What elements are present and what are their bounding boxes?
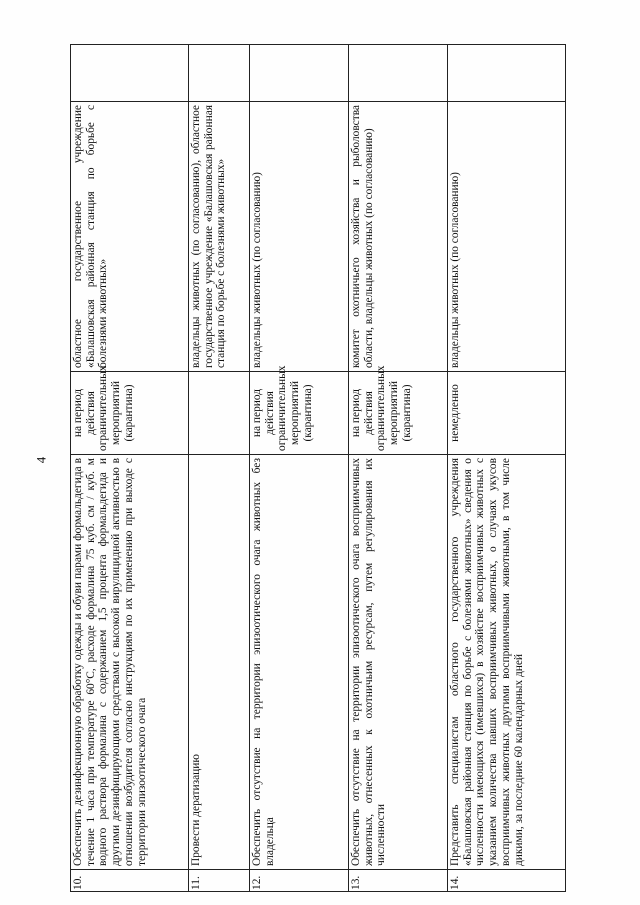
table-row xyxy=(349,45,448,892)
row-term: на период действия ограничительных мероприятий (карантина) xyxy=(250,372,349,455)
row-term: немедленно xyxy=(448,372,566,455)
measures-table-rotated xyxy=(70,44,566,892)
row-action: Провести дератизацию xyxy=(188,455,249,870)
row-empty-cell xyxy=(188,45,249,102)
row-executor: владельцы животных (по согласованию), областное государственное учреждение «Балашовская районная станция по борьбе с болезнями животных» xyxy=(188,102,249,372)
row-number: 14. xyxy=(448,870,566,892)
row-empty-cell xyxy=(71,45,189,102)
row-term: на период действия ограничительных мероприятий (карантина) xyxy=(349,372,448,455)
row-executor: владельцы животных (по согласованию) xyxy=(448,102,566,372)
table-row xyxy=(71,45,189,892)
table-row xyxy=(188,45,249,892)
row-executor: областное государственное учреждение «Балашовская районная станция по борьбе с болезнями животных» xyxy=(71,102,189,372)
row-number: 12. xyxy=(250,870,349,892)
row-number: 13. xyxy=(349,870,448,892)
table-row xyxy=(250,45,349,892)
row-action: Представить специалистам областного государственного учреждения «Балашовская районная станция по борьбе с болезнями животных» сведения о численности имеющихся (имевшихся) в хозяйстве восприимчивых животных с указанием количества павших восприимчивых животных, о случаях укусов восприимчивых животных другими восприимчивыми животными, в том числе дикими, за последние 60 календарных дней xyxy=(448,455,566,870)
row-action: Обеспечить отсутствие на территории эпизоотического очага животных без владельца xyxy=(250,455,349,870)
row-action: Обеспечить отсутствие на территории эпизоотического очага восприимчивых животных, отнесенных к охотничьим ресурсам, путем регулирования их численности xyxy=(349,455,448,870)
row-number: 11. xyxy=(188,870,249,892)
row-empty-cell xyxy=(250,45,349,102)
row-term: на период действия ограничительных мероприятий (карантина) xyxy=(71,372,189,455)
table-row xyxy=(448,45,566,892)
row-action: Обеспечить дезинфекционную обработку одежды и обуви парами формальдегида в течение 1 часа при температуре 60°С, расходе формалина 75 куб. см / куб. м водного раствора формалина с содержанием 1,5 процента формальдегида и другими дезинфицирующими средствами с высокой вирулицидной активностью в отношении возбудителя согласно инструкциям по их применению при выходе с территории эпизоотического очага xyxy=(71,455,189,870)
row-empty-cell xyxy=(349,45,448,102)
row-term xyxy=(188,372,249,455)
row-empty-cell xyxy=(448,45,566,102)
row-executor: комитет охотничьего хозяйства и рыболовства области, владельцы животных (по согласованию) xyxy=(349,102,448,372)
row-number: 10. xyxy=(71,870,189,892)
row-executor: владельцы животных (по согласованию) xyxy=(250,102,349,372)
page-number: 4 xyxy=(33,456,49,464)
measures-table xyxy=(70,44,566,892)
